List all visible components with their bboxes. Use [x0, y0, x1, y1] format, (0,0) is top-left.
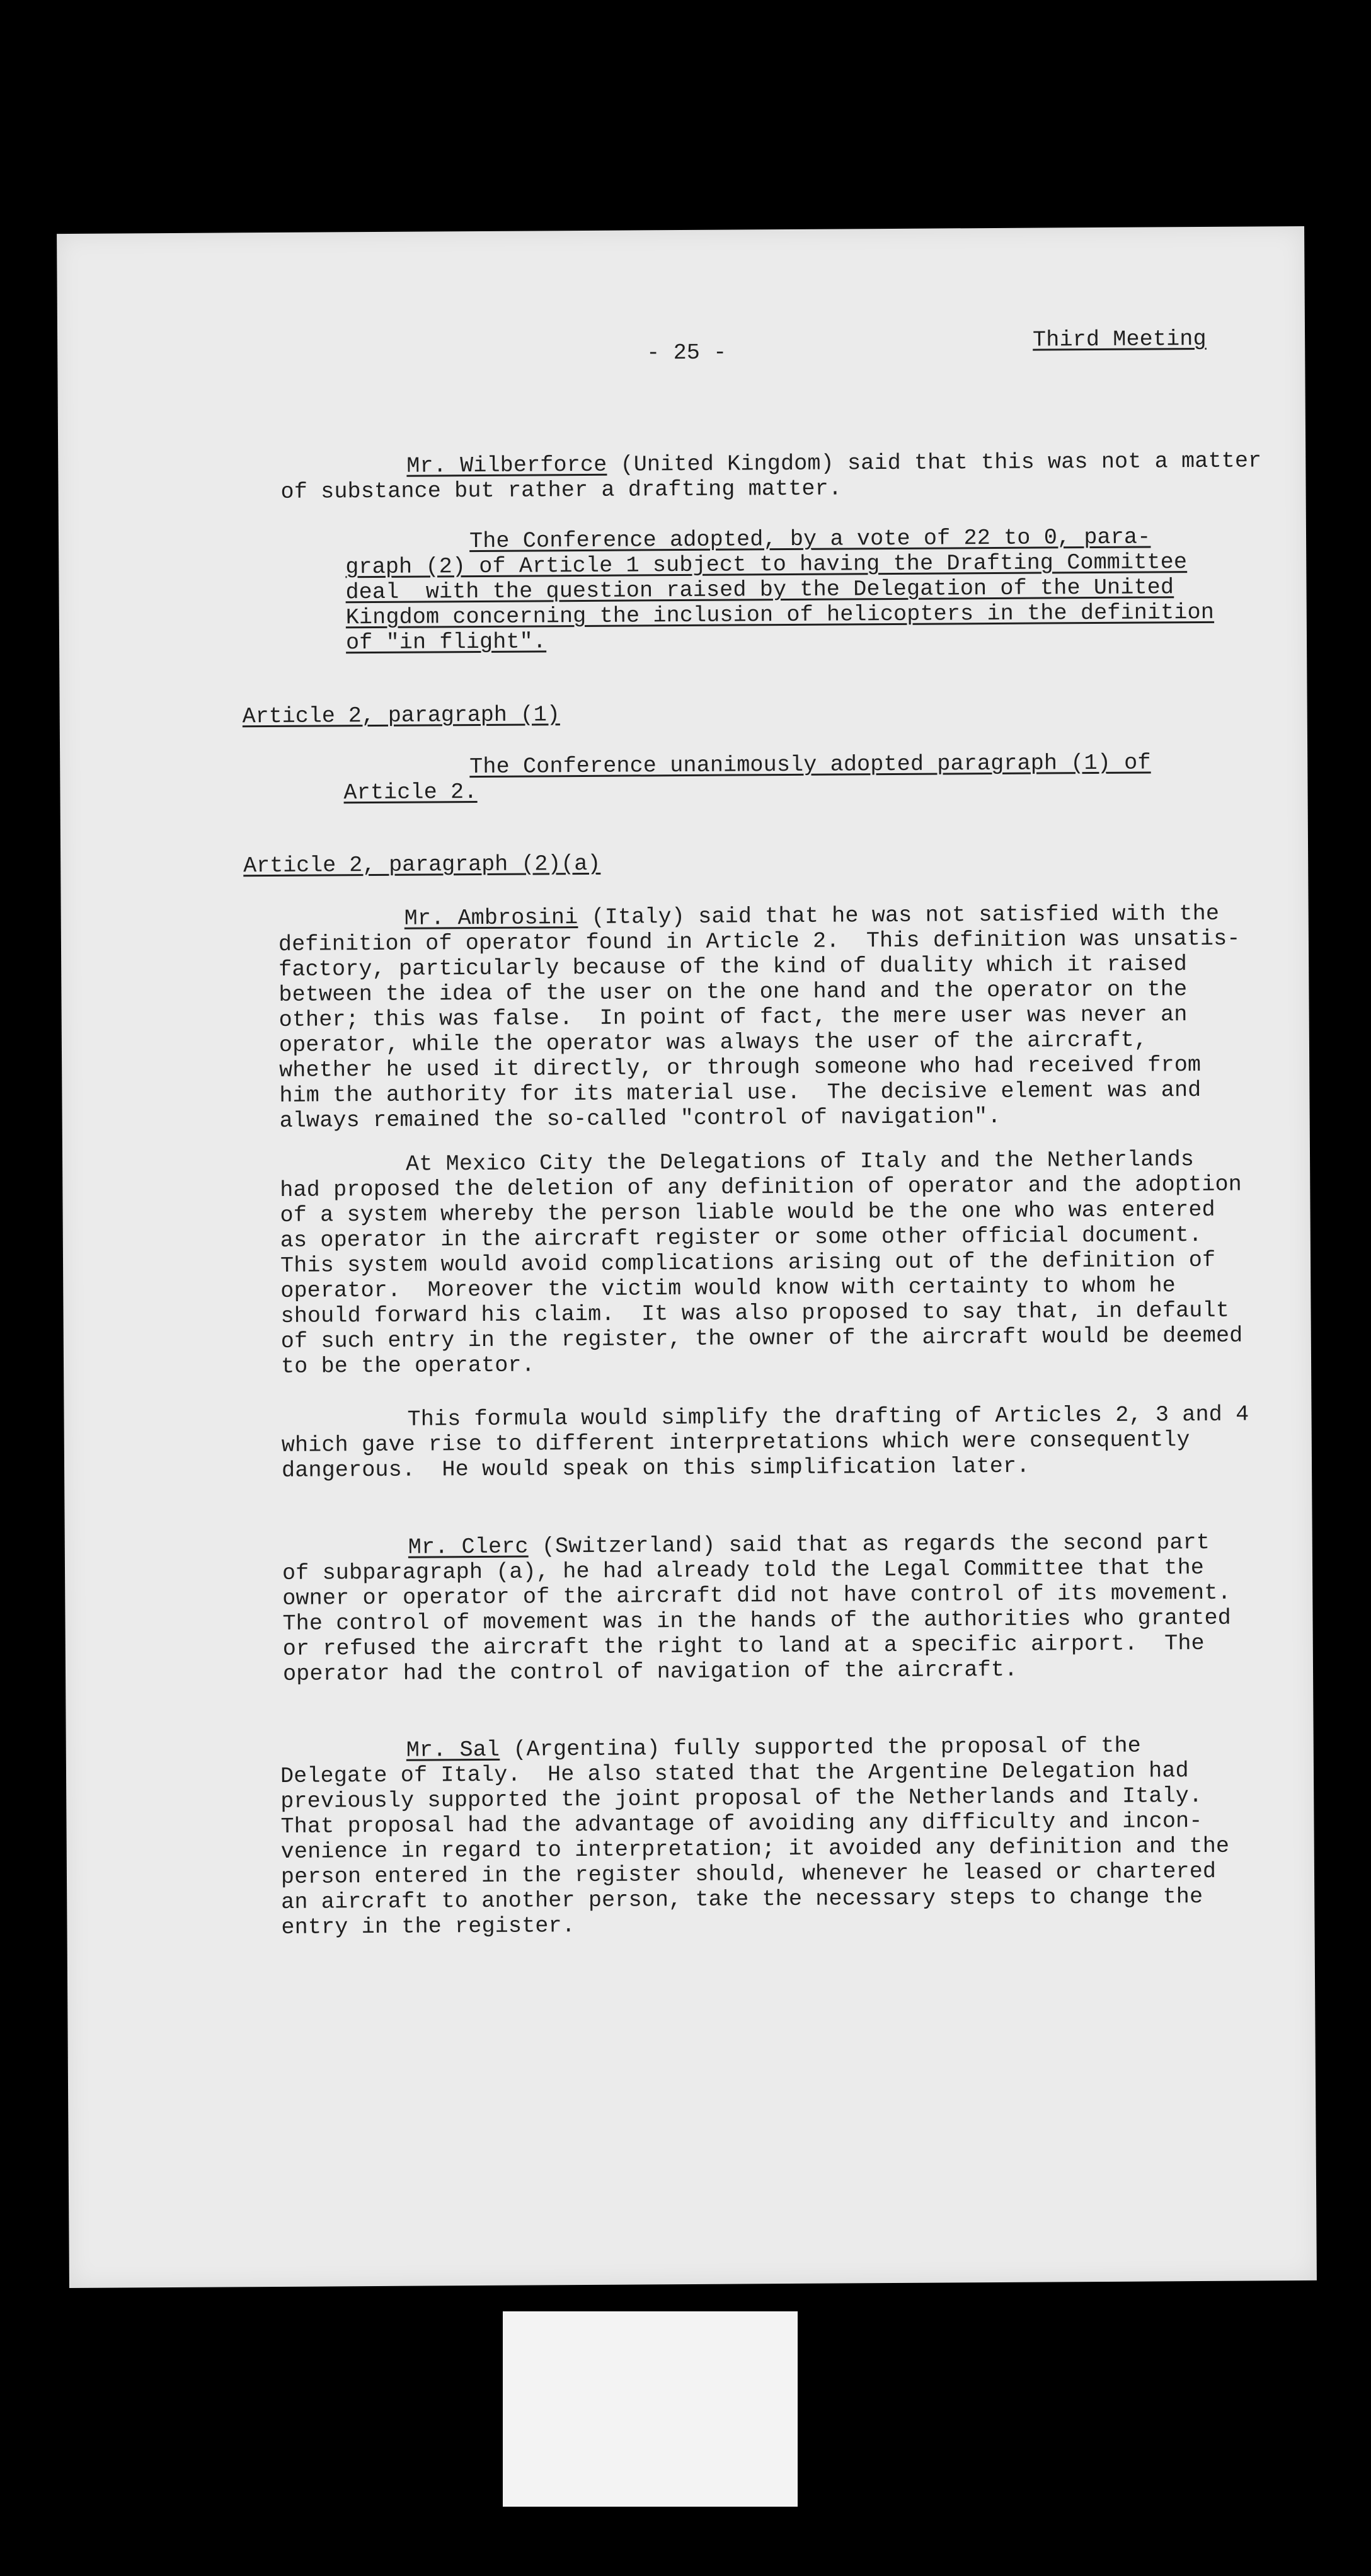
- paragraph-line: dangerous. He would speak on this simplification later.: [281, 1453, 1030, 1483]
- document-page: [57, 226, 1317, 2288]
- paragraph-line: or refused the aircraft the right to land at a specific airport. The: [282, 1630, 1205, 1662]
- paragraph-formula: [281, 1402, 1249, 1483]
- paragraph-line: should forward his claim. It was also proposed to say that, in default: [280, 1297, 1230, 1329]
- paragraph-line: person entered in the register should, whenever he leased or chartered: [280, 1858, 1217, 1890]
- paragraph-line: entry in the register.: [281, 1913, 576, 1940]
- paragraph-wilberforce: [280, 448, 1261, 505]
- paragraph-line: That proposal had the advantage of avoiding any difficulty and incon-: [280, 1808, 1203, 1839]
- paragraph-text: (Switzerland) said that as regards the second part: [528, 1529, 1210, 1560]
- paragraph-line: The control of movement was in the hands of the authorities who granted: [282, 1605, 1232, 1636]
- paragraph-line: operator had the control of navigation of the aircraft.: [282, 1657, 1018, 1687]
- paragraph-line: venience in regard to interpretation; it avoided any definition and the: [280, 1833, 1230, 1865]
- paragraph-line: between the idea of the user on the one hand and the operator on the: [278, 977, 1188, 1008]
- paragraph-line: previously supported the joint proposal of the Netherlands and Italy.: [280, 1783, 1203, 1814]
- paragraph-line: owner or operator of the aircraft did not have control of its movement.: [282, 1580, 1231, 1611]
- paragraph-line: operator, while the operator was always the user of the aircraft,: [278, 1027, 1148, 1058]
- resolution-line: Kingdom concerning the inclusion of helicopters in the definition: [345, 599, 1215, 631]
- paragraph-text: (United Kingdom) said that this was not a matter: [607, 448, 1262, 478]
- blank-card: [503, 2311, 798, 2507]
- resolution-line: The Conference unanimously adopted paragraph (1) of: [469, 750, 1151, 780]
- paragraph-clerc: [282, 1530, 1232, 1687]
- speaker-name: Mr. Clerc: [408, 1534, 529, 1560]
- resolution-line: deal with the question raised by the Delegation of the United: [345, 575, 1174, 606]
- paragraph-line: whether he used it directly, or through someone who had received from: [279, 1052, 1202, 1083]
- section-heading: Article 2, paragraph (2)(a): [243, 851, 601, 879]
- speaker-name: Mr. Sal: [406, 1737, 500, 1763]
- paragraph-line: of such entry in the register, the owner of the aircraft would be deemed: [280, 1323, 1243, 1354]
- paragraph-mexico-city: [280, 1147, 1243, 1379]
- section-heading: Article 2, paragraph (1): [242, 702, 560, 730]
- resolution-line: Article 2.: [343, 779, 478, 806]
- paragraph-sal: [280, 1733, 1230, 1940]
- paragraph-line: of a system whereby the person liable would be the one who was entered: [280, 1197, 1215, 1228]
- resolution-line: The Conference adopted, by a vote of 22 to 0, para-: [469, 524, 1151, 555]
- paragraph-text: (Argentina) fully supported the proposal of the: [500, 1733, 1142, 1762]
- paragraph-line: Delegate of Italy. He also stated that the Argentine Delegation had: [280, 1758, 1189, 1789]
- paragraph-line: This system would avoid complications arising out of the definition of: [280, 1247, 1216, 1279]
- paragraph-line: operator. Moreover the victim would know with certainty to whom he: [280, 1273, 1176, 1304]
- paragraph-line: factory, particularly because of the kind of duality which it raised: [278, 952, 1188, 982]
- paragraph-line: definition of operator found in Article 2. This definition was unsatis-: [278, 926, 1241, 957]
- paragraph-line: to be the operator.: [280, 1352, 536, 1379]
- paragraph-line: This formula would simplify the drafting of Articles 2, 3 and 4: [407, 1401, 1249, 1432]
- resolution-article1: [345, 524, 1214, 655]
- paragraph-line: of substance but rather a drafting matter.: [280, 476, 842, 505]
- paragraph-line: of subparagraph (a), he had already told the Legal Committee that the: [282, 1555, 1205, 1586]
- meeting-label: Third Meeting: [1032, 326, 1207, 353]
- speaker-name: Mr. Wilberforce: [406, 452, 607, 479]
- paragraph-line: an aircraft to another person, take the necessary steps to change the: [281, 1884, 1203, 1915]
- resolution-line: graph (2) of Article 1 subject to having the Drafting Committee: [345, 549, 1188, 580]
- paragraph-line: had proposed the deletion of any definition of operator and the adoption: [280, 1171, 1242, 1203]
- page-number: - 25 -: [646, 340, 727, 366]
- paragraph-line: him the authority for its material use. The decisive element was and: [279, 1078, 1202, 1108]
- paragraph-line: At Mexico City the Delegations of Italy and the Netherlands: [405, 1147, 1195, 1177]
- paragraph-text: (Italy) said that he was not satisfied with the: [578, 900, 1220, 931]
- resolution-article2: [343, 750, 1151, 805]
- paragraph-ambrosini: [278, 901, 1242, 1134]
- paragraph-line: always remained the so-called "control of navigation".: [279, 1103, 1001, 1134]
- paragraph-line: other; this was false. In point of fact, the mere user was never an: [278, 1002, 1188, 1033]
- paragraph-line: as operator in the aircraft register or some other official document.: [280, 1222, 1202, 1253]
- speaker-name: Mr. Ambrosini: [404, 905, 578, 931]
- paragraph-line: which gave rise to different interpretations which were consequently: [281, 1427, 1190, 1458]
- resolution-line: of "in flight".: [345, 629, 547, 656]
